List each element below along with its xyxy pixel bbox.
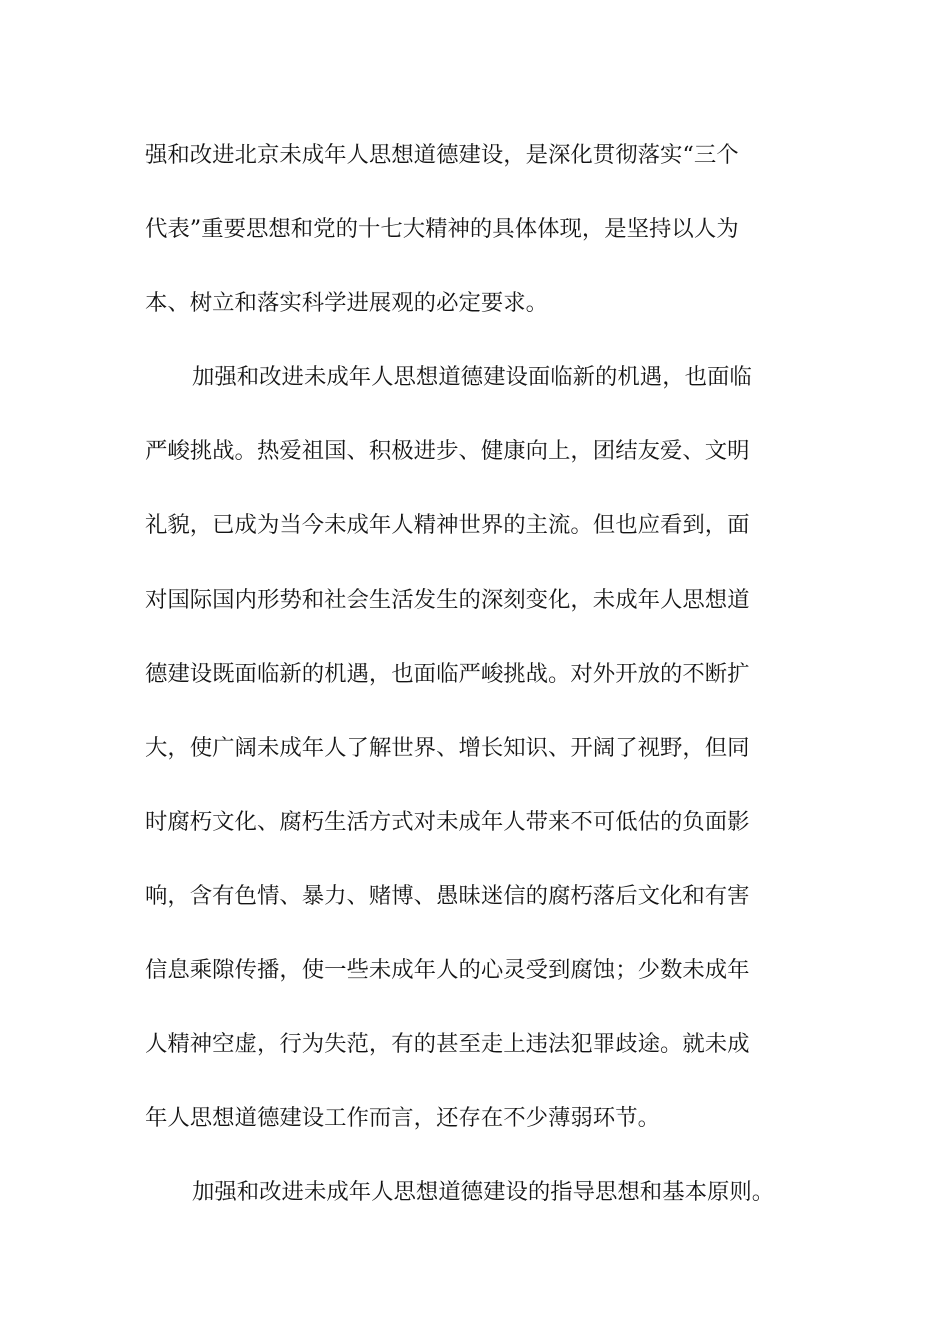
text-line: 响，含有色情、暴力、赌博、愚昧迷信的腐朽落后文化和有害 (145, 883, 750, 909)
text-line: 本、树立和落实科学进展观的必定要求。 (145, 290, 549, 316)
text-line: 代表”重要思想和党的十七大精神的具体体现，是坚持以人为 (145, 216, 739, 242)
text-line: 强和改进北京未成年人思想道德建设，是深化贯彻落实“三个 (145, 142, 739, 168)
text-line: 人精神空虚，行为失范，有的甚至走上违法犯罪歧途。就未成 (145, 1031, 750, 1057)
paragraph-first-line: 加强和改进未成年人思想道德建设的指导思想和基本原则。 (192, 1179, 775, 1205)
text-line: 礼貌，已成为当今未成年人精神世界的主流。但也应看到，面 (145, 512, 750, 538)
text-line: 信息乘隙传播，使一些未成年人的心灵受到腐蚀；少数未成年 (145, 957, 750, 983)
text-line: 对国际国内形势和社会生活发生的深刻变化，未成年人思想道 (145, 587, 750, 613)
text-line: 德建设既面临新的机遇，也面临严峻挑战。对外开放的不断扩 (145, 661, 750, 687)
text-line: 大，使广阔未成年人了解世界、增长知识、开阔了视野，但同 (145, 735, 750, 761)
text-line: 年人思想道德建设工作而言，还存在不少薄弱环节。 (145, 1105, 660, 1131)
text-line: 时腐朽文化、腐朽生活方式对未成年人带来不可低估的负面影 (145, 809, 750, 835)
paragraph-first-line: 加强和改进未成年人思想道德建设面临新的机遇，也面临 (192, 364, 752, 390)
text-line: 严峻挑战。热爱祖国、积极进步、健康向上，团结友爱、文明 (145, 438, 750, 464)
